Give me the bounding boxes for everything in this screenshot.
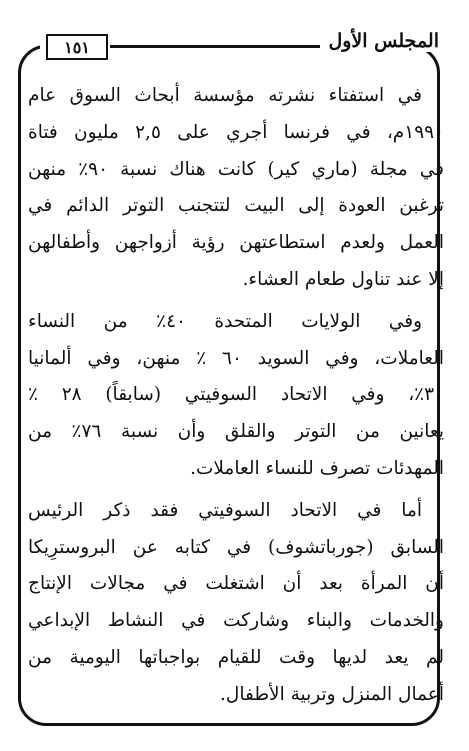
text-line: المهدئات تصرف للنساء العاملات.: [190, 457, 444, 479]
text-line: ٣٠٪، وفي الاتحاد السوفيتي (سابقاً) ٢٨ ٪: [28, 384, 444, 406]
text-line: وفي الولايات المتحدة ٤٠٪ من النساء: [28, 310, 423, 332]
paragraph-3: [28, 493, 444, 714]
page-number: ١٥١: [64, 37, 90, 57]
body-text: [28, 78, 444, 719]
text-line: السابق (جورباتشوف) في كتابه عن البروسترِيكا: [28, 536, 444, 558]
text-line: والخدمات والبناء وشاركت في النشاط الإبداعي: [28, 610, 444, 632]
text-line: أما في الاتحاد السوفيتي فقد ذكر الرئيس: [28, 499, 422, 521]
text-line: إلا عند تناول طعام العشاء.: [242, 268, 444, 290]
paragraph-1: [28, 78, 444, 299]
text-line: في مجلة (ماري كير) كانت هناك نسبة ٩٠٪ منهن: [28, 158, 444, 180]
text-line: العمل ولعدم استطاعتهن رؤية أزواجهن وأطفالهن: [28, 232, 444, 254]
text-line: في استفتاء نشرته مؤسسة أبحاث السوق عام: [28, 85, 422, 106]
chapter-title: المجلس الأول: [320, 30, 447, 52]
text-line: العاملات، وفي السويد ٦٠ ٪ منهن، وفي ألمانيا: [28, 347, 444, 369]
text-line: أعمال المنزل وتربية الأطفال.: [220, 683, 444, 705]
paragraph-2: [28, 304, 444, 488]
page-number-box: [46, 34, 108, 60]
text-line: ١٩٩٠م، في فرنسا أجري على ٢,٥ مليون فتاة: [28, 121, 445, 143]
text-line: ترغبن العودة إلى البيت لتتجنب التوتر الدائم في: [28, 195, 444, 217]
text-line: يعانين من التوتر والقلق وأن نسبة ٧٦٪ من: [28, 421, 444, 443]
text-line: لم يعد لديها وقت للقيام بواجباتها اليومية من: [28, 646, 444, 668]
text-line: أن المرأة بعد أن اشتغلت في مجالات الإنتاج: [28, 573, 444, 595]
